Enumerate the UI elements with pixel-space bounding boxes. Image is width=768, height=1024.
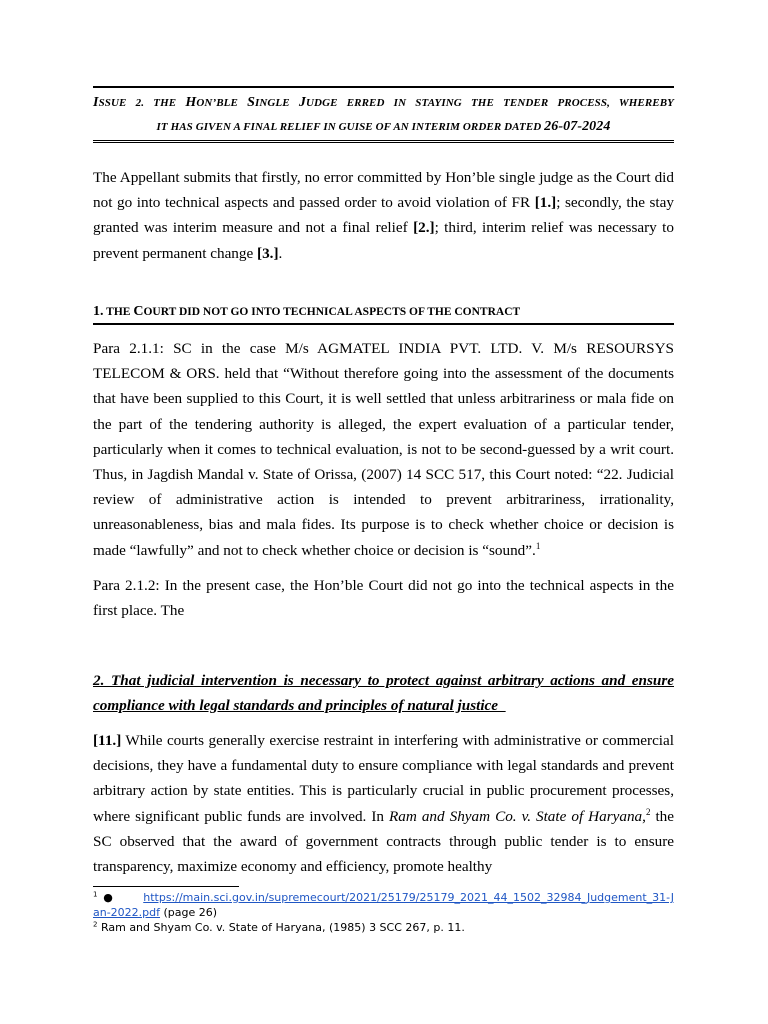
footnote-2-number: 2 — [93, 920, 98, 929]
ref-1: [1.] — [534, 194, 557, 212]
footnote-ref-1[interactable]: 1 — [535, 540, 541, 551]
footnote-ref-2[interactable]: 2 — [645, 806, 651, 817]
section-1-heading-text: 1. THE COURT DID NOT GO INTO TECHNICAL ASPECTS OF THE CONTRACT — [93, 304, 521, 319]
para-11 — [93, 728, 674, 879]
intro-text-4: . — [278, 244, 283, 262]
footnote-2-text: Ram and Shyam Co. v. State of Haryana, (1985) 3 SCC 267, p. 11. — [97, 921, 465, 934]
footnote-separator — [93, 886, 239, 887]
section-2-heading — [93, 668, 674, 718]
intro-text-1: The Appellant submits that firstly, no error committed by Hon’ble single judge as the Court did not go into technical aspects and passed order to avoid violation of FR — [93, 169, 674, 212]
ref-2: [2.] — [413, 219, 435, 237]
footnote-1 — [93, 890, 674, 920]
footnotes — [93, 890, 674, 935]
para-2-1-2-text: Para 2.1.2: In the present case, the Hon’ble Court did not go into the technical aspects in the first place. The — [93, 577, 674, 620]
para-11-text-1: While courts generally exercise restraint in interfering with administrative or commercial decisions, they have a fundamental duty to ensure compliance with legal standards and prevent arbitrary action by state entities. This is particularly crucial in public procurement processes, where significant public funds are involved. In — [93, 732, 674, 825]
para-11-label: [11.] — [93, 732, 122, 749]
section-2-heading-text: 2. That judicial intervention is necessary to protect against arbitrary actions and ensure compliance with legal standards and principles of natural justice — [93, 672, 674, 715]
footnote-1-page: (page 26) — [160, 906, 218, 919]
section-1-heading — [93, 302, 674, 325]
footnote-1-link[interactable]: https://main.sci.gov.in/supremecourt/2021/25179/25179_2021_44_1502_32984_Judgement_31-Jan-2022.pdf — [93, 891, 674, 919]
issue-heading-line-2: IT HAS GIVEN A FINAL RELIEF IN GUISE OF AN INTERIM ORDER DATED 26-07-2024 — [156, 119, 611, 134]
para-2-1-2 — [93, 573, 674, 623]
issue-heading-line-1: ISSUE 2. THE HON’BLE SINGLE JUDGE ERRED IN STAYING THE TENDER PROCESS, WHEREBY — [93, 95, 674, 110]
para-11-text-2: , — [642, 807, 646, 825]
para-2-1-1 — [93, 336, 674, 563]
footnote-2 — [93, 920, 674, 935]
case-name: Ram and Shyam Co. v. State of Haryana — [389, 807, 643, 825]
para-2-1-1-text: Para 2.1.1: SC in the case M/s AGMATEL INDIA PVT. LTD. V. M/s RESOURSYS TELECOM & ORS. held that “Without therefore going into the assessment of the documents that have been supplied to this Court, it is well settled that unless arbitrariness or mala fide on the part of the tendering authority is alleged, the expert evaluation of a particular tender, particularly when it comes to technical evaluation, is not to be second-guessed by a writ court. Thus, in Jagdish Mandal v. State of Orissa, (2007) 14 SCC 517, this Court noted: “22. Judicial review of administrative action is intended to prevent arbitrariness, irrationality, unreasonableness, bias and mala fides. Its purpose is to check whether choice or decision is made “lawfully” and not to check whether choice or decision is “sound”. — [93, 340, 674, 559]
para-11-text-3: the SC observed that the award of government contracts through public tender is to ensure transparency, maximize economy and efficiency, promote healthy — [93, 807, 674, 876]
issue-heading — [93, 86, 674, 143]
footnote-1-number: 1 — [93, 890, 98, 899]
bullet-icon: ● — [103, 891, 113, 904]
intro-text-3: ; third, interim relief was necessary to prevent permanent change — [93, 219, 674, 262]
ref-3: [3.] — [257, 244, 279, 262]
intro-paragraph — [93, 165, 674, 266]
intro-text-2: ; secondly, the stay granted was interim measure and not a final relief — [93, 194, 674, 237]
